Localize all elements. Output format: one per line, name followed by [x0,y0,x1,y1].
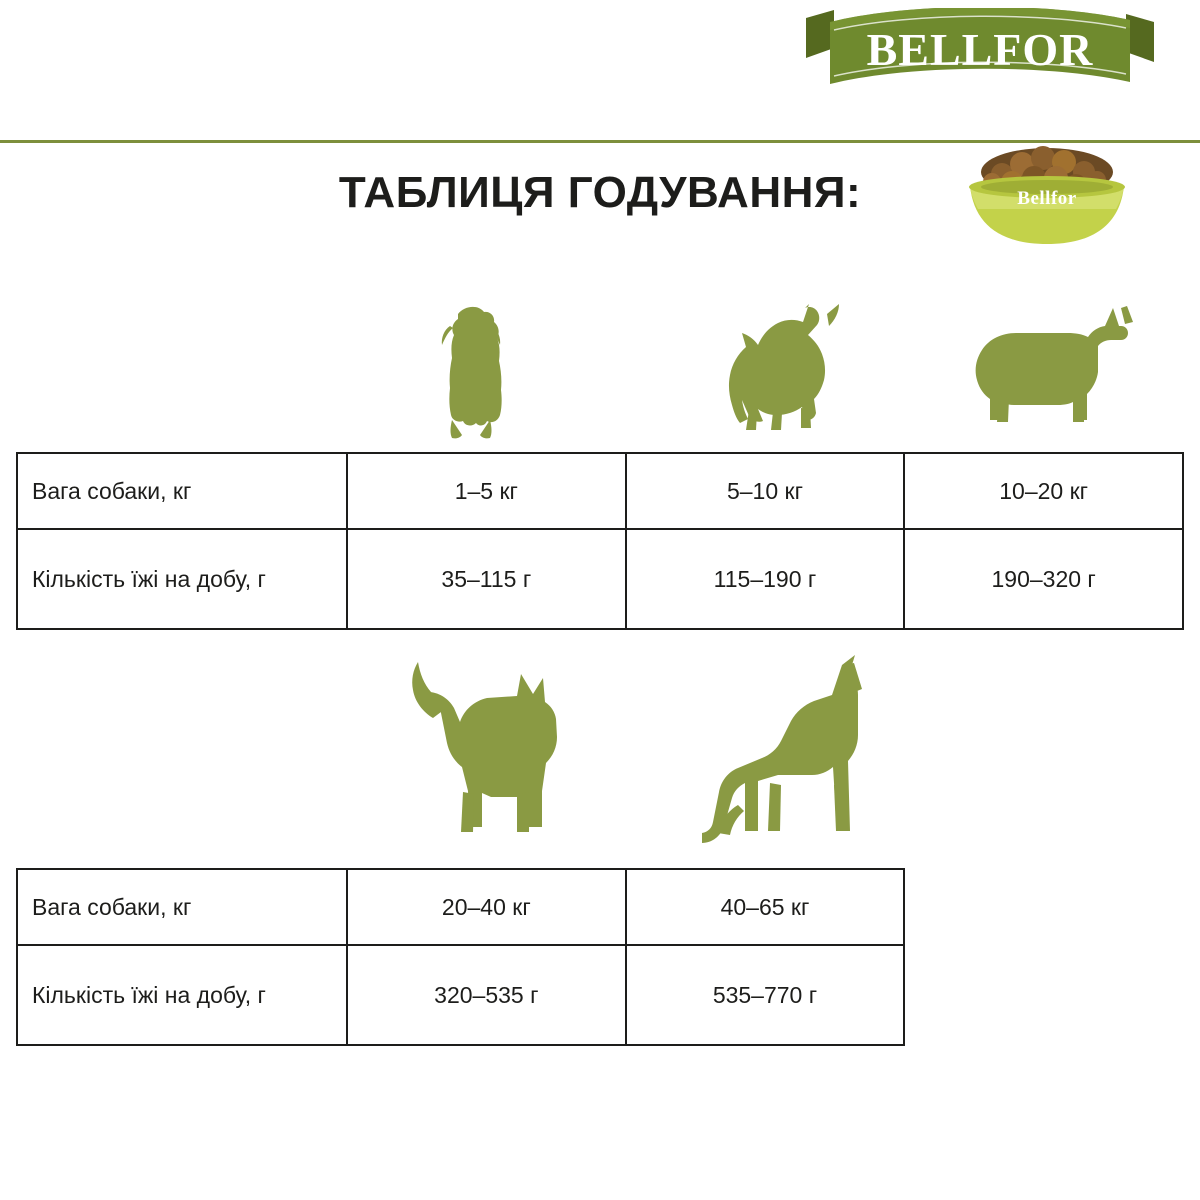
cell-amount-2: 115–190 г [626,529,905,629]
feeding-table-small-dogs [16,452,1184,630]
empty-cell [904,869,1183,945]
table-row [17,453,1183,529]
row-label-weight: Вага собаки, кг [17,869,347,945]
food-bowl-graphic [942,132,1152,252]
table-row [17,869,1183,945]
small-dog-silhouette [316,290,628,440]
silhouette-row-bottom [16,650,1184,860]
cell-weight-1: 20–40 кг [347,869,626,945]
cell-weight-2: 40–65 кг [626,869,905,945]
brand-ribbon [800,8,1160,120]
row-label-amount: Кількість їжі на добу, г [17,529,347,629]
cell-weight-3: 10–20 кг [904,453,1183,529]
cell-amount-3: 190–320 г [904,529,1183,629]
row-label-amount: Кількість їжі на добу, г [17,945,347,1045]
page-title: ТАБЛИЦЯ ГОДУВАННЯ: [338,168,862,217]
table-row [17,529,1183,629]
husky-dog-silhouette [316,650,628,860]
cell-amount-2: 535–770 г [626,945,905,1045]
bowl-brand-label: Bellfor [1017,188,1077,209]
row-label-weight: Вага собаки, кг [17,453,347,529]
cell-weight-1: 1–5 кг [347,453,626,529]
shepherd-dog-silhouette [628,650,934,860]
silhouette-row-top [16,290,1184,440]
cell-weight-2: 5–10 кг [626,453,905,529]
corgi-dog-silhouette [934,290,1184,440]
table-row [17,945,1183,1045]
brand-name: BELLFOR [866,24,1094,75]
feeding-table-large-dogs [16,868,1184,1046]
cell-amount-1: 320–535 г [347,945,626,1045]
cell-amount-1: 35–115 г [347,529,626,629]
terrier-dog-silhouette [628,290,934,440]
empty-cell [904,945,1183,1045]
